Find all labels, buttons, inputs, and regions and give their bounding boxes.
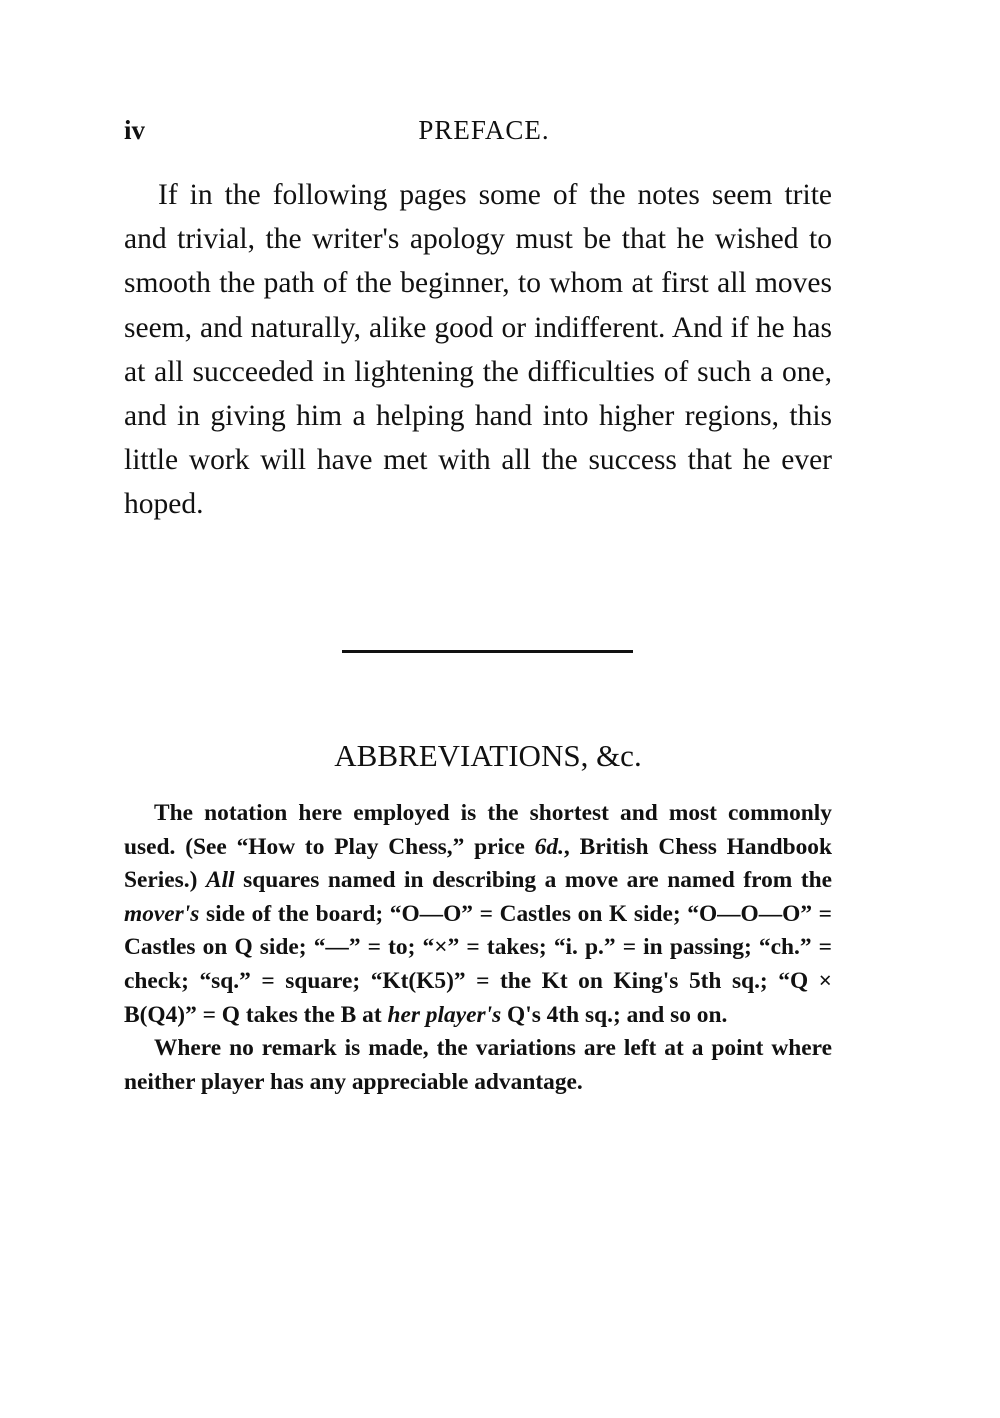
abbreviations-body (124, 797, 832, 1099)
abbreviations-paragraph-variations: Where no remark is made, the variations are left at a point where neither player has any appreciable advantage. (124, 1035, 832, 1095)
running-title: PREFACE. (418, 115, 550, 145)
italic-movers: mover's (124, 900, 200, 927)
italic-her-players: her player's (387, 1001, 502, 1028)
abbreviations-paragraph-notation (124, 797, 832, 1032)
abbreviations-heading: ABBREVIATIONS, &c. (334, 738, 642, 773)
text-run: squares named in describing a move are named from the (234, 867, 833, 894)
text-run: The notation here employed is the shortest and most commonly used. (See “How to Play Chess,” price (124, 800, 832, 860)
preface-paragraph: If in the following pages some of the notes seem trite and trivial, the writer's apology must be that he wished to smooth the path of the beginner, to whom at first all moves seem, and naturally, alike good or indifferent. And if he has at all succeeded in lightening the difficulties of such a one, and in giving him a helping hand into higher regions, this little work will have met with all the success that he ever hoped. (124, 179, 832, 521)
italic-price: 6d. (534, 833, 564, 860)
italic-all: All (205, 867, 235, 894)
section-divider (342, 650, 633, 653)
page-number: iv (124, 115, 146, 145)
running-head (124, 115, 832, 151)
text-run: side of the board; “O—O” = Castles on K side; “O—O—O” = Castles on Q side; “—” = to; “×” = takes; “i. p.” = in passing; “ch.” = check; “sq.” = square; “Kt(K5)” = the Kt on King's 5th sq.; “Q × B(Q4)” = Q takes the B at (124, 900, 832, 1028)
text-run: Q's 4th sq.; and so on. (501, 1001, 728, 1028)
text-run: , British Chess Handbook Series.) (124, 833, 832, 894)
